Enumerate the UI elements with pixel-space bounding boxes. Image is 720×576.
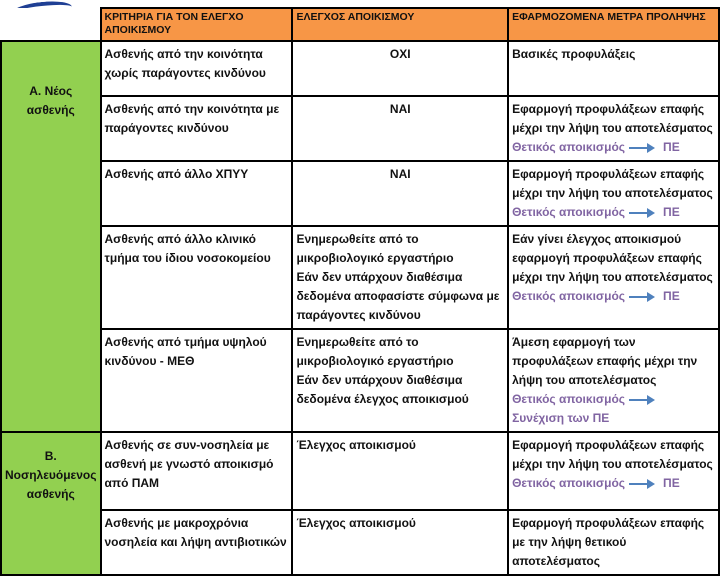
result-label: ΠΕ — [663, 289, 680, 303]
positive-label: Θετικός αποικισμός — [512, 289, 626, 303]
criterion-cell: Ασθενής από άλλο ΧΠΥΥ — [101, 161, 293, 226]
measure-cell: Βασικές προφυλάξεις — [508, 41, 719, 96]
arrow-right-icon — [629, 208, 655, 218]
criterion-cell: Ασθενής από άλλο κλινικό τμήμα του ίδιου νοσοκομείου — [101, 226, 293, 329]
check-cell — [292, 226, 508, 329]
table-row — [1, 226, 719, 329]
arrow-right-icon — [629, 292, 655, 302]
measure-cell — [508, 432, 719, 510]
check-text-1: Ενημερωθείτε από το μικροβιολογικό εργαστήριο — [296, 335, 454, 368]
criterion-cell: Ασθενής σε συν-νοσηλεία με ασθενή με γνωστό αποικισμό από ΠΑΜ — [101, 432, 293, 510]
arrow-right-icon — [629, 479, 655, 489]
positive-label: Θετικός αποικισμός — [512, 392, 626, 406]
check-cell: Έλεγχος αποικισμού — [292, 432, 508, 510]
measure-text: Άμεση εφαρμογή των προφυλάξεων επαφής μέχρι την λήψη του αποτελέσματος — [512, 335, 698, 387]
criterion-cell: Ασθενής από την κοινότητα χωρίς παράγοντες κινδύνου — [101, 41, 293, 96]
check-text-1: Ενημερωθείτε από το μικροβιολογικό εργαστήριο — [296, 232, 454, 265]
criterion-cell: Ασθενής από τμήμα υψηλού κινδύνου - ΜΕΘ — [101, 329, 293, 432]
measure-cell — [508, 161, 719, 226]
colonization-table — [0, 7, 720, 576]
header-check: ΕΛΕΓΧΟΣ ΑΠΟΙΚΙΣΜΟΥ — [292, 8, 508, 41]
measure-cell — [508, 96, 719, 161]
measure-cell — [508, 329, 719, 432]
measure-text: Εφαρμογή προφυλάξεων επαφής μέχρι την λήψη του αποτελέσματος — [512, 167, 713, 200]
positive-label: Θετικός αποικισμός — [512, 205, 626, 219]
result-label: Συνέχιση των ΠΕ — [512, 411, 610, 425]
check-cell: ΟΧΙ — [292, 41, 508, 96]
measure-cell — [508, 226, 719, 329]
check-cell: Έλεγχος αποικισμού — [292, 510, 508, 575]
arrow-right-icon — [629, 143, 655, 153]
table-row — [1, 161, 719, 226]
header-criteria: ΚΡΙΤΗΡΙΑ ΓΙΑ ΤΟΝ ΕΛΕΓΧΟ ΑΠΟΙΚΙΣΜΟΥ — [101, 8, 293, 41]
header-logo-cell — [1, 8, 101, 41]
group-a-label: Α. Νέος ασθενής — [1, 41, 101, 432]
group-b-label: Β. Νοσηλευόμενος ασθενής — [1, 432, 101, 575]
measure-cell: Εφαρμογή προφυλάξεων επαφής με την λήψη θετικού αποτελέσματος — [508, 510, 719, 575]
measure-text: Εφαρμογή προφυλάξεων επαφής μέχρι την λήψη του αποτελέσματος — [512, 438, 713, 471]
positive-label: Θετικός αποικισμός — [512, 140, 626, 154]
arrow-right-icon — [629, 395, 655, 405]
table-row — [1, 329, 719, 432]
result-label: ΠΕ — [663, 476, 680, 490]
table-row — [1, 96, 719, 161]
criterion-cell: Ασθενής από την κοινότητα με παράγοντες κινδύνου — [101, 96, 293, 161]
criterion-cell: Ασθενής με μακροχρόνια νοσηλεία και λήψη αντιβιοτικών — [101, 510, 293, 575]
measure-text: Εάν γίνει έλεγχος αποικισμού εφαρμογή προφυλάξεων επαφής μέχρι την λήψη του αποτελέσματος — [512, 232, 713, 284]
table-row — [1, 510, 719, 575]
header-row — [1, 8, 719, 41]
table-row — [1, 432, 719, 510]
table-row — [1, 41, 719, 96]
positive-label: Θετικός αποικισμός — [512, 476, 626, 490]
result-label: ΠΕ — [663, 205, 680, 219]
result-label: ΠΕ — [663, 140, 680, 154]
header-measures: ΕΦΑΡΜΟΖΟΜΕΝΑ ΜΕΤΡΑ ΠΡΟΛΗΨΗΣ — [508, 8, 719, 41]
check-cell: ΝΑΙ — [292, 161, 508, 226]
check-text-2: Εάν δεν υπάρχουν διαθέσιμα δεδομένα έλεγχος αποικισμού — [296, 373, 469, 406]
check-cell — [292, 329, 508, 432]
check-text-2: Εάν δεν υπάρχουν διαθέσιμα δεδομένα αποφασίστε σύμφωνα με παράγοντες κινδύνου — [296, 270, 500, 322]
check-cell: ΝΑΙ — [292, 96, 508, 161]
measure-text: Εφαρμογή προφυλάξεων επαφής μέχρι την λήψη του αποτελέσματος — [512, 102, 713, 135]
